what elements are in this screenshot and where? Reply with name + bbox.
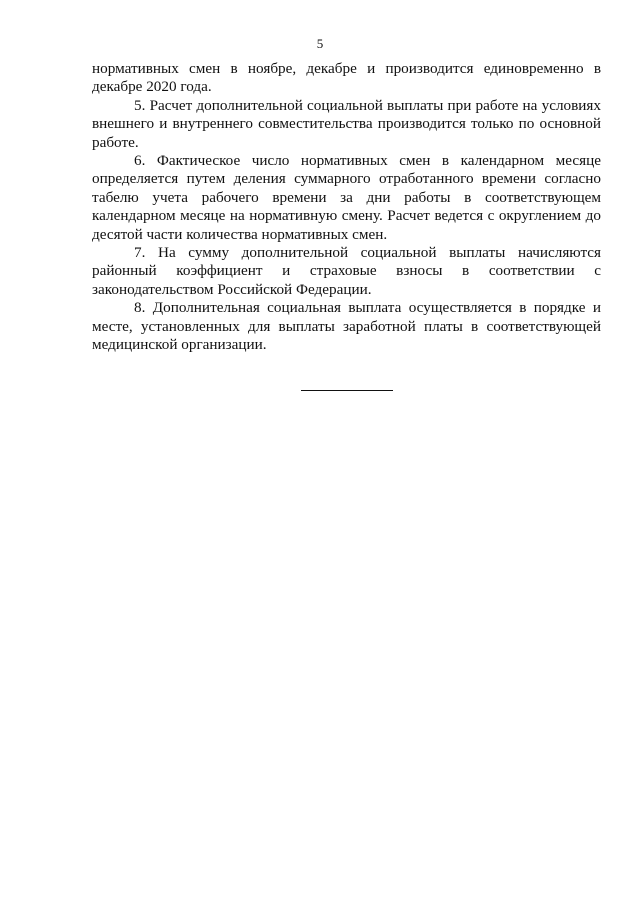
- paragraph-item-7: 7. На сумму дополнительной социальной выплаты начисляются районный коэффициент и страховые взносы в соответствии с законодательством Российской Федерации.: [92, 244, 601, 298]
- paragraph-continuation: нормативных смен в ноябре, декабре и производится единовременно в декабре 2020 года.: [92, 60, 601, 96]
- document-body: [92, 60, 601, 355]
- paragraph-item-8: 8. Дополнительная социальная выплата осуществляется в порядке и месте, установленных для выплаты заработной платы в соответствующей медицинской организации.: [92, 299, 601, 354]
- end-of-document-divider: [301, 390, 393, 391]
- page-number: 5: [316, 36, 324, 51]
- paragraph-item-6: 6. Фактическое число нормативных смен в календарном месяце определяется путем деления суммарного отработанного времени согласно табелю учета рабочего времени за дни работы в соответствующем календарном месяце на нормативную смену. Расчет ведется с округлением до десятой части количества нормативных смен.: [92, 152, 601, 243]
- paragraph-item-5: 5. Расчет дополнительной социальной выплаты при работе на условиях внешнего и внутреннего совместительства производится только по основной работе.: [92, 96, 601, 151]
